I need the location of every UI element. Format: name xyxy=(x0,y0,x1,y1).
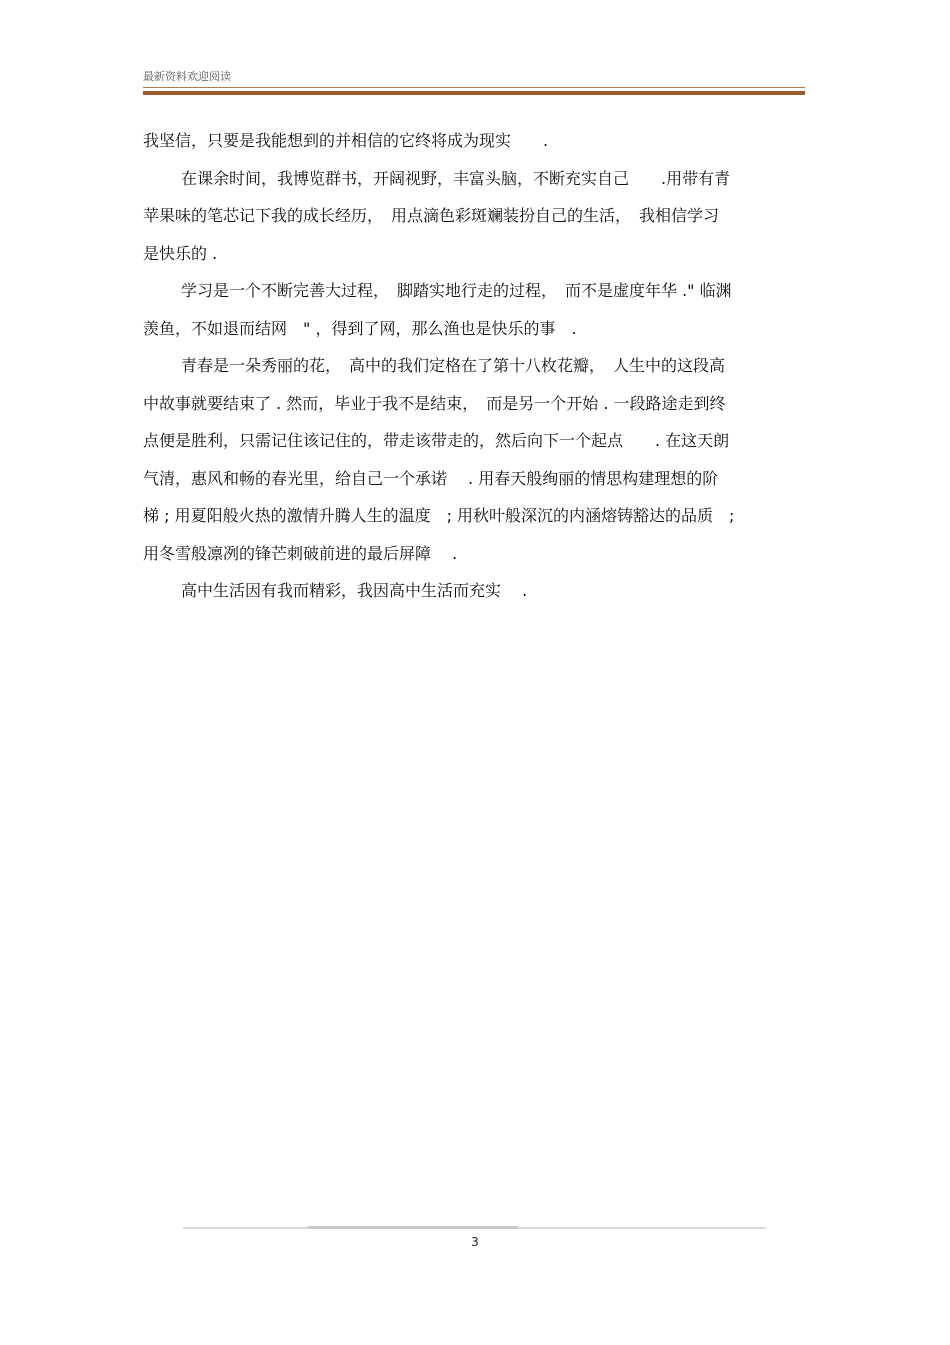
body-line: 学习是一个不断完善大过程， 脚踏实地行走的过程， 而不是虚度年华 ." 临渊 xyxy=(181,281,732,300)
body-text xyxy=(143,122,805,610)
body-line: 用冬雪般凛冽的锋芒刺破前进的最后屏障 . xyxy=(143,543,458,563)
body-line: 青春是一朵秀丽的花， 高中的我们定格在了第十八枚花瓣， 人生中的这段高 xyxy=(181,356,726,375)
body-line: 高中生活因有我而精彩，我因高中生活而充实 . xyxy=(181,581,528,600)
body-line: 气清，惠风和畅的春光里，给自己一个承诺 . 用春天般绚丽的情思构建理想的阶 xyxy=(143,468,719,488)
page-number: 3 xyxy=(471,1235,479,1249)
header-title: 最新资料欢迎阅读 xyxy=(143,70,231,83)
body-line: 苹果味的笔芯记下我的成长经历， 用点滴色彩斑斓装扮自己的生活， 我相信学习 xyxy=(143,206,720,225)
body-line: 中故事就要结束了 . 然而，毕业于我不是结束， 而是另一个开始 . 一段路途走到终 xyxy=(143,393,726,413)
body-line: 羡鱼，不如退而结网 " ，得到了网，那么渔也是快乐的事 . xyxy=(143,318,577,338)
body-line: 我坚信，只要是我能想到的并相信的它终将成为现实 . xyxy=(143,131,549,150)
header-divider-thin xyxy=(143,87,805,88)
footer-divider-shade xyxy=(308,1226,518,1229)
body-line: 梯 ; 用夏阳般火热的激情升腾人生的温度 ; 用秋叶般深沉的内涵熔铸豁达的品质 ; xyxy=(143,506,735,525)
header-divider-thick xyxy=(143,91,805,95)
body-line: 点便是胜利，只需记住该记住的，带走该带走的，然后向下一个起点 . 在这天朗 xyxy=(143,431,730,450)
body-line: 在课余时间，我博览群书，开阔视野，丰富头脑，不断充实自己 .用带有青 xyxy=(181,168,731,188)
body-line: 是快乐的 . xyxy=(143,243,218,263)
